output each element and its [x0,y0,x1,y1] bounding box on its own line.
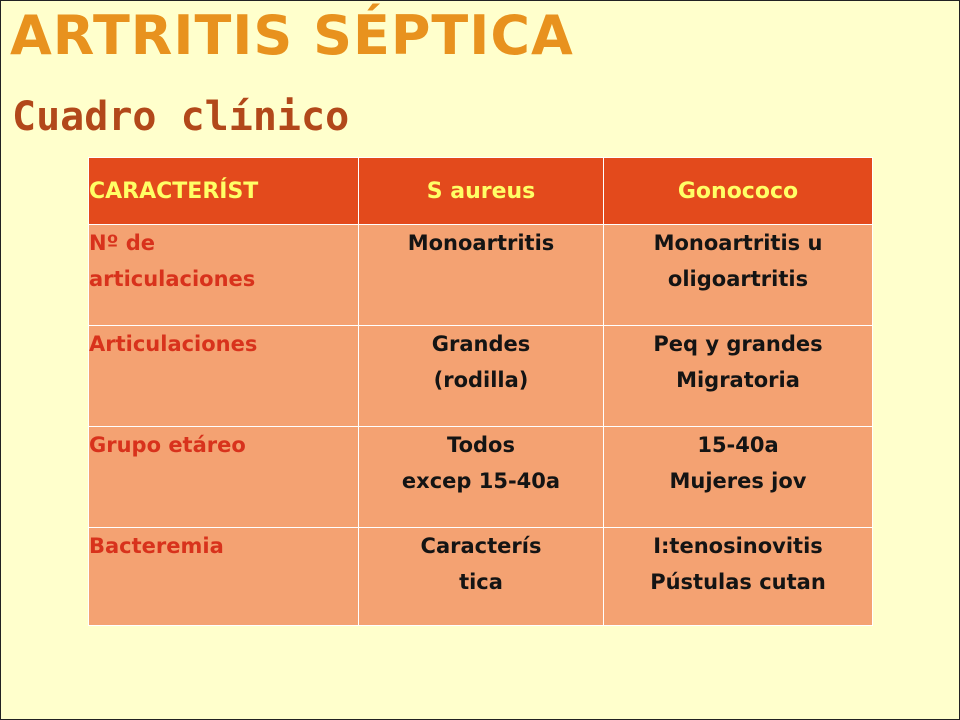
header-gonococo: Gonococo [604,158,873,225]
cell-line: Bacteremia [89,534,224,558]
row-label-grupo-etareo [89,427,359,528]
cell-gonococo [604,225,873,326]
cell-line: Todos [447,433,515,457]
cell-s-aureus [359,326,604,427]
row-label-articulaciones [89,326,359,427]
cell-line: (rodilla) [433,368,529,392]
table-row [89,528,873,626]
cell-s-aureus [359,225,604,326]
cell-line: Articulaciones [89,332,258,356]
cell-line: oligoartritis [667,267,809,291]
cell-line: tica [459,570,503,594]
header-s-aureus: S aureus [359,158,604,225]
cell-line: I:tenosinovitis [653,534,823,558]
cell-line: Pústulas cutan [650,570,826,594]
cell-line: 15-40a [697,433,779,457]
slide-title: ARTRITIS SÉPTICA [10,4,574,67]
cell-gonococo [604,528,873,626]
cell-s-aureus [359,528,604,626]
cell-s-aureus [359,427,604,528]
cell-line: Caracterís [420,534,542,558]
cell-gonococo [604,326,873,427]
table-row [89,225,873,326]
cell-line: Grandes [431,332,531,356]
comparison-table [88,157,873,626]
row-label-num-articulaciones [89,225,359,326]
table-row [89,326,873,427]
table-header-row [89,158,873,225]
cell-line: Mujeres jov [669,469,807,493]
row-label-bacteremia [89,528,359,626]
cell-line: Migratoria [676,368,800,392]
table-row [89,427,873,528]
slide-subtitle: Cuadro clínico [12,94,350,140]
cell-line: Monoartritis [407,231,555,255]
cell-line: articulaciones [89,267,256,291]
cell-line: Monoartritis u [653,231,823,255]
cell-line: Peq y grandes [653,332,823,356]
header-caracteristica: CARACTERÍST [89,158,359,225]
cell-gonococo [604,427,873,528]
cell-line: Grupo etáreo [89,433,246,457]
cell-line: excep 15-40a [401,469,561,493]
cell-line: Nº de [89,231,156,255]
